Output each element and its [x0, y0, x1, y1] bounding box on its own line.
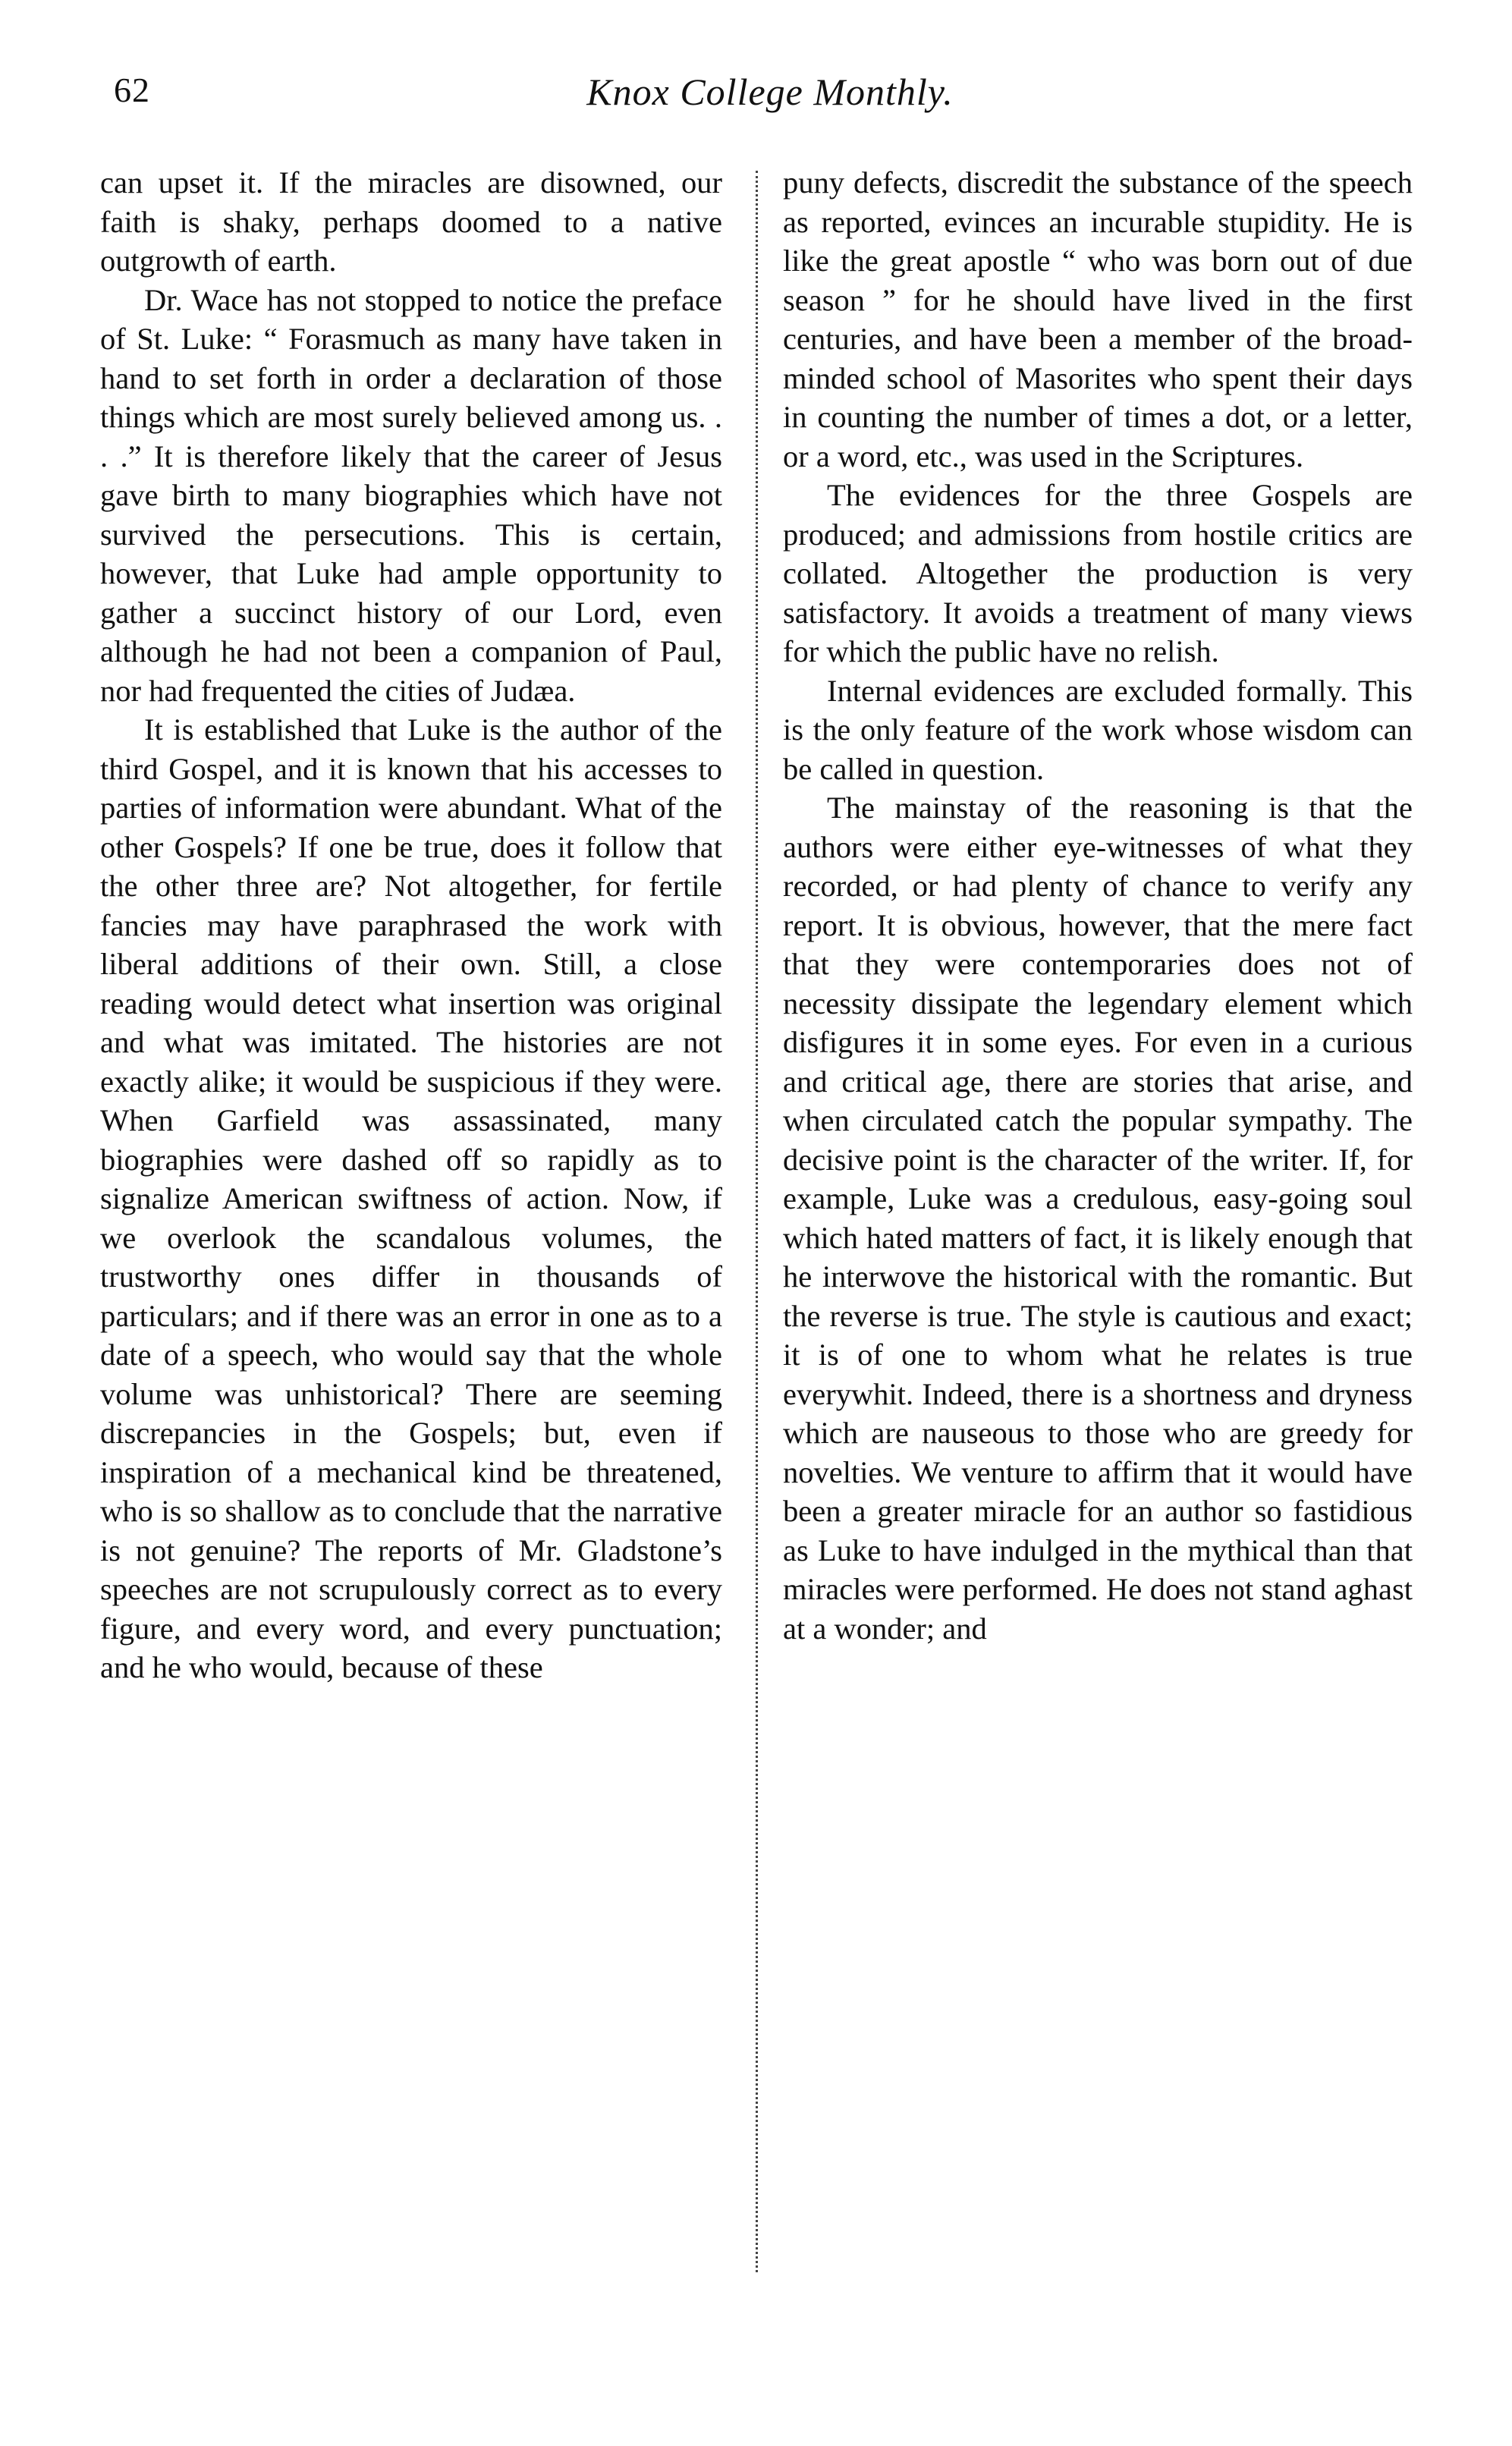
- page-header: [114, 70, 1426, 130]
- left-column: [100, 163, 722, 1687]
- paragraph: Dr. Wace has not stopped to notice the preface of St. Luke: “ Forasmuch as many have taken in hand to set forth in order a declaration of those things which are most surely believed among us. . . .” It is therefore likely that the career of Jesus gave birth to many biographies which have not survived the persecutions. This is certain, however, that Luke had ample opportunity to gather a succinct history of our Lord, even although he had not been a companion of Paul, nor had frequented the cities of Judæa.: [100, 282, 722, 708]
- column-divider: [756, 171, 758, 2272]
- paragraph: It is established that Luke is the author of the third Gospel, and it is known that his accesses to parties of information were abundant. What of the other Gospels? If one be true, does it follow that the other three are? Not altogether, for fertile fancies may have paraphrased the work with liberal additions of their own. Still, a close reading would detect what insertion was original and what was imitated. The histories are not exactly alike; it would be suspicious if they were. When Garfield was assassinated, many biographies were dashed off so rapidly as to signalize American swiftness of action. Now, if we overlook the scandalous volumes, the trustworthy ones differ in thousands of particulars; and if there was an error in one as to a date of a speech, who would say that the whole volume was unhistorical? There are seeming discrepancies in the Gospels; but, even if inspiration of a mechanical kind be threatened, who is so shallow as to conclude that the narrative is not genuine? The reports of Mr. Gladstone’s speeches are not scrupulously correct as to every figure, and every word, and every punctuation; and he who would, because of these: [100, 712, 722, 1684]
- paragraph: can upset it. If the miracles are disowned, our faith is shaky, perhaps doomed to a native outgrowth of earth.: [100, 165, 722, 278]
- paragraph: Internal evidences are excluded formally. This is the only feature of the work whose wisdom can be called in question.: [783, 673, 1413, 786]
- page-number: 62: [114, 71, 150, 109]
- running-title: Knox College Monthly.: [586, 71, 954, 113]
- paragraph: The evidences for the three Gospels are produced; and admissions from hostile critics are collated. Altogether the production is very satisfactory. It avoids a treatment of many views for which the public have no relish.: [783, 478, 1413, 668]
- paragraph: puny defects, discredit the substance of the speech as reported, evinces an incurable stupidity. He is like the great apostle “ who was born out of due season ” for he should have lived in the first centuries, and have been a member of the broad-minded school of Masorites who spent their days in counting the number of times a dot, or a letter, or a word, etc., was used in the Scriptures.: [783, 165, 1413, 473]
- right-column: [783, 163, 1413, 1648]
- paragraph: The mainstay of the reasoning is that the authors were either eye-witnesses of what they recorded, or had plenty of chance to verify any report. It is obvious, however, that the mere fact that they were contemporaries does not of necessity dissipate the legendary element which disfigures it in some eyes. For even in a curious and critical age, there are stories that arise, and when circulated catch the popular sympathy. The decisive point is the character of the writer. If, for example, Luke was a credulous, easy-going soul which hated matters of fact, it is likely enough that he interwove the historical with the romantic. But the reverse is true. The style is cautious and exact; it is of one to whom what he relates is true everywhit. Indeed, there is a shortness and dryness which are nauseous to those who are greedy for novelties. We venture to affirm that it would have been a greater miracle for an author so fastidious as Luke to have indulged in the mythical than that miracles were performed. He does not stand aghast at a wonder; and: [783, 791, 1413, 1646]
